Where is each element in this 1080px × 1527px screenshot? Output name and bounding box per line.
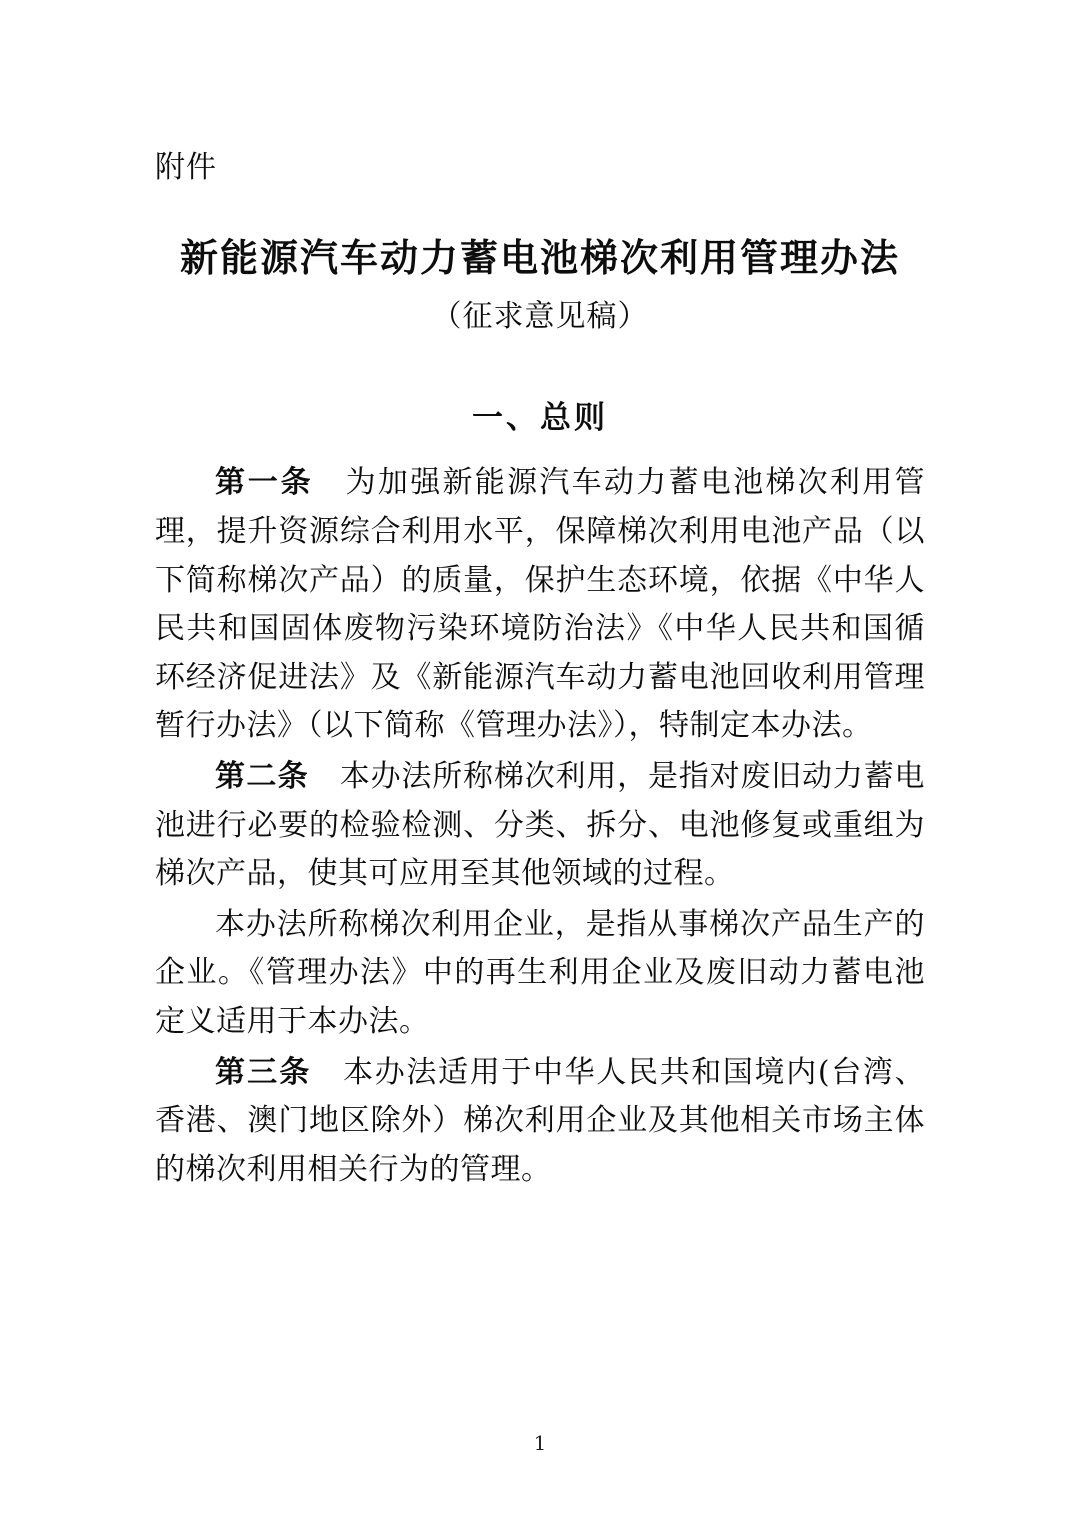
page-title: 新能源汽车动力蓄电池梯次利用管理办法 bbox=[179, 236, 900, 280]
article-paragraph bbox=[155, 753, 925, 899]
document-subtitle: （征求意见稿） bbox=[431, 299, 649, 335]
article-label: 第二条 bbox=[215, 758, 309, 794]
article-label: 第一条 bbox=[215, 465, 314, 501]
article-text: 本办法适用于中华人民共和国境内(台湾、香港、澳门地区除外）梯次利用企业及其他相关市场主体的梯次利用相关行为的管理。 bbox=[155, 1054, 925, 1187]
article-paragraph bbox=[155, 901, 925, 1047]
attachment-label: 附件 bbox=[155, 150, 217, 185]
page-number: 1 bbox=[533, 1431, 547, 1455]
article-text: 本办法所称梯次利用，是指对废旧动力蓄电池进行必要的检验检测、分类、拆分、电池修复或重组为梯次产品，使其可应用至其他领域的过程。 bbox=[155, 758, 926, 892]
article-text: 本办法所称梯次利用企业，是指从事梯次产品生产的企业。《管理办法》中的再生利用企业及废旧动力蓄电池定义适用于本办法。 bbox=[155, 906, 925, 1039]
article-label: 第三条 bbox=[215, 1054, 312, 1090]
article-paragraph bbox=[155, 1049, 925, 1195]
section-heading: 一、总则 bbox=[472, 400, 608, 437]
article-text: 为加强新能源汽车动力蓄电池梯次利用管理，提升资源综合利用水平，保障梯次利用电池产品（以下简称梯次产品）的质量，保护生态环境，依据《中华人民共和国固体废物污染环境防治法》《中华人民共和国循环经济促进法》及《新能源汽车动力蓄电池回收利用管理暂行办法》（以下简称《管理办法》），特制定本办法。 bbox=[155, 465, 926, 744]
article-paragraph bbox=[155, 459, 925, 751]
